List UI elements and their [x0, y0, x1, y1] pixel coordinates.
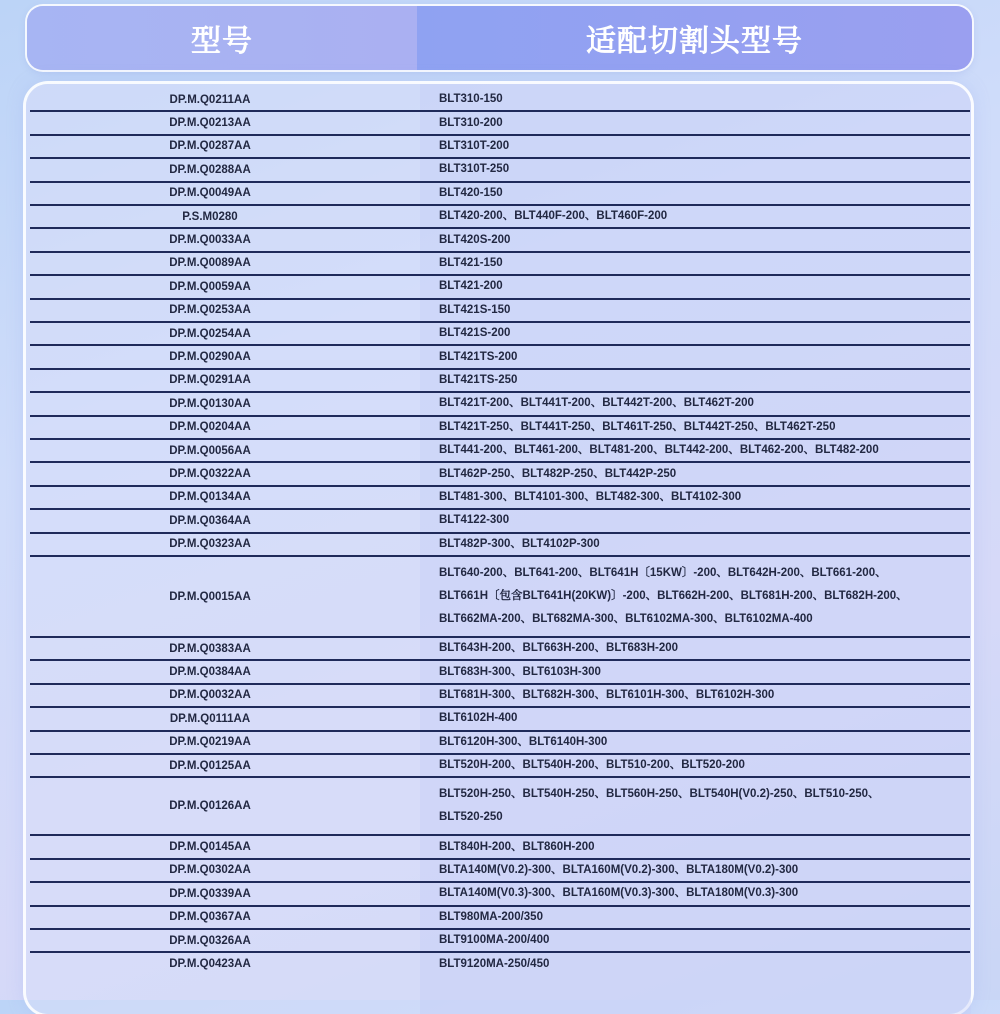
cell-compatible-heads [439, 300, 960, 321]
cell-heads-line: BLT420-200、BLT440F-200、BLT460F-200 [439, 210, 668, 223]
table-row [30, 370, 970, 393]
cell-compatible-heads [439, 836, 960, 857]
cell-heads-line: BLT6120H-300、BLT6140H-300 [439, 735, 608, 748]
cell-heads-line: BLT421S-200 [439, 327, 511, 340]
cell-compatible-heads [439, 393, 960, 414]
cell-model: DP.M.Q0291AA [169, 374, 251, 387]
cell-compatible-heads [439, 638, 960, 659]
table-row [30, 534, 970, 557]
cell-compatible-heads [439, 907, 960, 928]
table-row [30, 732, 970, 755]
cell-compatible-heads [439, 346, 960, 367]
cell-compatible-heads [439, 440, 960, 461]
cell-model: DP.M.Q0322AA [169, 468, 251, 481]
cell-model: DP.M.Q0384AA [169, 666, 251, 679]
cell-model: DP.M.Q0204AA [169, 421, 251, 434]
cell-heads-line: BLT421-200 [439, 280, 503, 293]
table-row [30, 253, 970, 276]
cell-heads-line: BLT482P-300、BLT4102P-300 [439, 537, 600, 550]
table-row [30, 778, 970, 836]
cell-heads-line: BLT520H-250、BLT540H-250、BLT560H-250、BLT540H(V0.2)-250、BLT510-250、 [439, 788, 880, 801]
cell-heads-line: BLT421T-250、BLT441T-250、BLT461T-250、BLT442T-250、BLT462T-250 [439, 420, 836, 433]
cell-compatible-heads [439, 89, 960, 110]
cell-heads-line: BLT310-150 [439, 93, 503, 106]
cell-compatible-heads [439, 183, 960, 204]
cell-model: DP.M.Q0383AA [169, 642, 251, 655]
cell-model: DP.M.Q0367AA [169, 911, 251, 924]
table-row [30, 708, 970, 731]
cell-model: DP.M.Q0364AA [169, 514, 251, 527]
cell-compatible-heads [439, 860, 960, 881]
cell-heads-line: BLT6102H-400 [439, 712, 518, 725]
cell-compatible-heads [439, 708, 960, 729]
cell-model: DP.M.Q0323AA [169, 538, 251, 551]
cell-compatible-heads [439, 883, 960, 904]
cell-compatible-heads [439, 755, 960, 776]
table-row [30, 860, 970, 883]
table-row [30, 755, 970, 778]
cell-compatible-heads [439, 370, 960, 391]
cell-heads-line: BLT662MA-200、BLT682MA-300、BLT6102MA-300、BLT6102MA-400 [439, 613, 813, 625]
cell-compatible-heads [439, 417, 960, 438]
cell-model: DP.M.Q0089AA [169, 257, 251, 270]
cell-compatible-heads [439, 159, 960, 180]
cell-heads-line: BLT310T-250 [439, 163, 510, 176]
cell-model: DP.M.Q0423AA [169, 958, 251, 971]
table-row [30, 907, 970, 930]
table-row [30, 112, 970, 135]
cell-model: DP.M.Q0059AA [169, 280, 251, 293]
table-row [30, 638, 970, 661]
cell-model: DP.M.Q0211AA [169, 93, 251, 106]
table-row [30, 300, 970, 323]
cell-compatible-heads [439, 732, 960, 753]
table-row [30, 953, 970, 974]
cell-model: DP.M.Q0219AA [169, 736, 251, 749]
cell-compatible-heads [439, 557, 960, 636]
cell-model: DP.M.Q0213AA [169, 117, 251, 130]
cell-heads-line: BLT421TS-250 [439, 374, 518, 386]
cell-compatible-heads [439, 953, 960, 974]
cell-model: DP.M.Q0111AA [169, 712, 251, 725]
cell-heads-line: BLT420-150 [439, 186, 503, 199]
cell-model: DP.M.Q0302AA [169, 864, 251, 877]
table-row [30, 323, 970, 346]
cell-model: DP.M.Q0339AA [169, 887, 251, 900]
table-row [30, 393, 970, 416]
cell-model: DP.M.Q0288AA [169, 163, 251, 176]
cell-compatible-heads [439, 463, 960, 484]
cell-model: DP.M.Q0049AA [169, 187, 251, 200]
header-model: 型号 [27, 6, 417, 70]
cell-model: DP.M.Q0254AA [169, 327, 251, 340]
cell-model: DP.M.Q0326AA [169, 934, 251, 947]
cell-heads-line: BLT681H-300、BLT682H-300、BLT6101H-300、BLT6102H-300 [439, 689, 775, 701]
table-row [30, 276, 970, 299]
cell-heads-line: BLT520-250 [439, 811, 503, 824]
cell-heads-line: BLT520H-200、BLT540H-200、BLT510-200、BLT520-200 [439, 759, 745, 772]
cell-heads-line: BLT640-200、BLT641-200、BLT641H〔15KW〕-200、BLT642H-200、BLT661-200、 [439, 567, 887, 579]
table-row [30, 661, 970, 684]
cell-heads-line: BLT9120MA-250/450 [439, 957, 550, 970]
cell-heads-line: BLT441-200、BLT461-200、BLT481-200、BLT442-200、BLT462-200、BLT482-200 [439, 444, 879, 457]
table-row [30, 229, 970, 252]
cell-compatible-heads [439, 206, 960, 227]
cell-model: DP.M.Q0125AA [169, 759, 251, 772]
cell-compatible-heads [439, 778, 960, 834]
table-row [30, 463, 970, 486]
cell-compatible-heads [439, 323, 960, 344]
cell-heads-line: BLTA140M(V0.3)-300、BLTA160M(V0.3)-300、BLTA180M(V0.3)-300 [439, 887, 799, 900]
cell-compatible-heads [439, 253, 960, 274]
table-row [30, 930, 970, 953]
table-row [30, 487, 970, 510]
cell-heads-line: BLT310-200 [439, 116, 503, 129]
cell-compatible-heads [439, 229, 960, 250]
cell-compatible-heads [439, 534, 960, 555]
cell-compatible-heads [439, 487, 960, 508]
table-row [30, 159, 970, 182]
cell-heads-line: BLT683H-300、BLT6103H-300 [439, 665, 601, 678]
cell-model: DP.M.Q0145AA [169, 841, 251, 854]
cell-compatible-heads [439, 112, 960, 133]
cell-heads-line: BLT421TS-200 [439, 350, 518, 363]
table-row [30, 685, 970, 708]
cell-compatible-heads [439, 661, 960, 682]
cell-heads-line: BLTA140M(V0.2)-300、BLTA160M(V0.2)-300、BLTA180M(V0.2)-300 [439, 864, 799, 876]
cell-heads-line: BLT840H-200、BLT860H-200 [439, 840, 595, 853]
cell-model: DP.M.Q0287AA [169, 140, 251, 153]
cell-heads-line: BLT421S-150 [439, 303, 511, 316]
cell-heads-line: BLT421-150 [439, 257, 503, 269]
cell-model: P.S.M0280 [182, 210, 238, 223]
table-row [30, 440, 970, 463]
cell-model: DP.M.Q0056AA [169, 444, 251, 457]
table-row [30, 89, 970, 112]
cell-compatible-heads [439, 136, 960, 157]
cell-heads-line: BLT420S-200 [439, 233, 511, 246]
cell-heads-line: BLT421T-200、BLT441T-200、BLT442T-200、BLT462T-200 [439, 397, 754, 410]
table-row [30, 510, 970, 533]
cell-model: DP.M.Q0253AA [169, 304, 251, 317]
header-compatible-heads: 适配切割头型号 [417, 6, 972, 70]
cell-model: DP.M.Q0290AA [169, 351, 251, 364]
table-row [30, 557, 970, 638]
cell-heads-line: BLT661H〔包含BLT641H(20KW)〕-200、BLT662H-200、BLT681H-200、BLT682H-200、 [439, 590, 908, 602]
cell-heads-line: BLT643H-200、BLT663H-200、BLT683H-200 [439, 642, 679, 655]
cell-model: DP.M.Q0130AA [169, 397, 251, 410]
cell-compatible-heads [439, 685, 960, 706]
cell-heads-line: BLT9100MA-200/400 [439, 934, 550, 947]
table-row [30, 346, 970, 369]
cell-model: DP.M.Q0126AA [169, 800, 251, 813]
cell-model: DP.M.Q0033AA [169, 234, 251, 247]
cell-compatible-heads [439, 930, 960, 951]
table-row [30, 183, 970, 206]
table-row [30, 417, 970, 440]
cell-compatible-heads [439, 510, 960, 531]
table-row [30, 836, 970, 859]
cell-heads-line: BLT481-300、BLT4101-300、BLT482-300、BLT4102-300 [439, 491, 742, 503]
table-header [27, 6, 972, 70]
table-row [30, 883, 970, 906]
cell-heads-line: BLT4122-300 [439, 514, 510, 527]
cell-model: DP.M.Q0015AA [169, 590, 251, 603]
table-row [30, 206, 970, 229]
cell-compatible-heads [439, 276, 960, 297]
cell-model: DP.M.Q0134AA [169, 491, 251, 504]
cell-model: DP.M.Q0032AA [169, 689, 251, 702]
cell-heads-line: BLT980MA-200/350 [439, 910, 543, 923]
table-row [30, 136, 970, 159]
cell-heads-line: BLT462P-250、BLT482P-250、BLT442P-250 [439, 467, 677, 480]
cell-heads-line: BLT310T-200 [439, 140, 510, 152]
